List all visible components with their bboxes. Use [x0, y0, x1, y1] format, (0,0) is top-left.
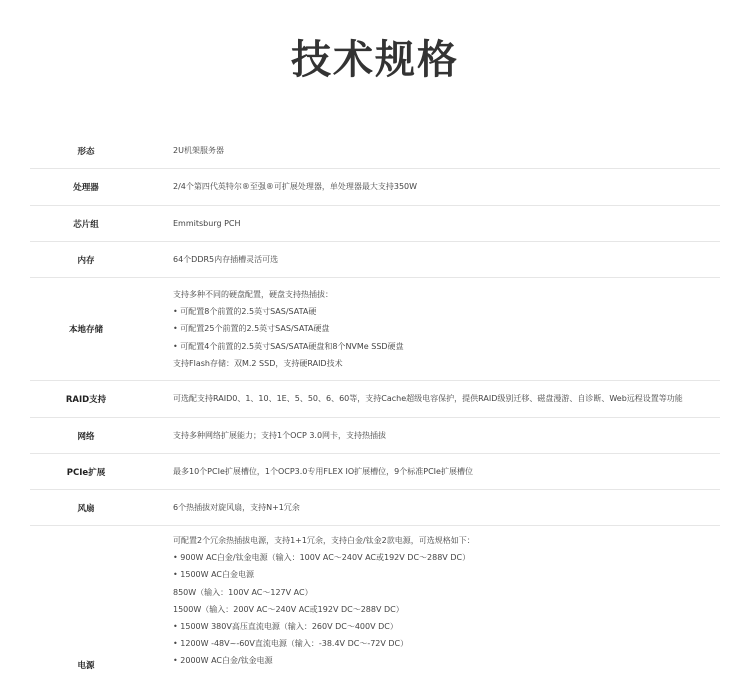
spec-label: RAID支持 [65, 395, 107, 405]
spec-line: 6个热插拔对旋风扇，支持N+1冗余 [173, 502, 300, 512]
spec-line: • 可配置25个前置的2.5英寸SAS/SATA硬盘 [173, 324, 330, 334]
spec-value [140, 242, 720, 277]
spec-table [30, 133, 720, 673]
spec-line: • 可配置4个前置的2.5英寸SAS/SATA硬盘和8个NVMe SSD硬盘 [173, 341, 404, 351]
spec-line: 支持Flash存储：双M.2 SSD，支持硬RAID技术 [173, 358, 343, 368]
spec-value [140, 526, 720, 673]
spec-line: • 1500W 380V高压直流电源（输入：260V DC～400V DC） [173, 622, 398, 632]
spec-value [140, 381, 720, 417]
spec-line: • 可配置8个前置的2.5英寸SAS/SATA硬 [173, 307, 317, 317]
spec-label: 本地存储 [68, 325, 103, 335]
spec-value [140, 418, 720, 453]
spec-line: 可选配支持RAID0、1、10、1E、5、50、6、60等，支持Cache超级电容保护，提供RAID级别迁移、磁盘漫游、自诊断、Web远程设置等功能 [173, 394, 683, 404]
spec-line: • 2000W AC白金/钛金电源 [173, 656, 273, 666]
spec-label: 内存 [77, 255, 95, 266]
spec-row-raid [30, 381, 720, 418]
spec-label: 形态 [77, 146, 95, 157]
spec-value [140, 490, 720, 525]
spec-line: 2U机架服务器 [173, 145, 224, 155]
spec-value [140, 133, 720, 168]
spec-line: 2/4个第四代英特尔®至强®可扩展处理器，单处理器最大支持350W [173, 182, 418, 192]
spec-value [140, 169, 720, 205]
spec-row-power [30, 526, 720, 673]
spec-line: • 1200W -48V~-60V直流电源（输入：-38.4V DC～-72V DC） [173, 639, 409, 649]
spec-row-local-storage [30, 278, 720, 381]
spec-line: 支持多种网络扩展能力；支持1个OCP 3.0网卡，支持热插拔 [173, 430, 387, 440]
spec-label: 电源 [77, 661, 95, 671]
spec-value [140, 278, 720, 380]
spec-line: 64个DDR5内存插槽灵活可选 [173, 254, 279, 264]
page-title: 技术规格 [291, 37, 459, 83]
spec-label: PCIe扩展 [66, 467, 106, 478]
spec-line: 850W（输入：100V AC～127V AC） [173, 587, 313, 597]
spec-line: • 1500W AC白金电源 [173, 570, 254, 580]
spec-row-network [30, 418, 720, 454]
spec-row-pcie [30, 454, 720, 490]
spec-row-processor [30, 169, 720, 206]
spec-row-form-factor [30, 133, 720, 169]
spec-line: 支持多种不同的硬盘配置，硬盘支持热插拔： [173, 289, 333, 299]
spec-line: 可配置2个冗余热插拔电源，支持1+1冗余，支持白金/钛金2款电源，可选规格如下： [173, 536, 475, 545]
spec-label: 处理器 [73, 183, 99, 193]
spec-row-fans [30, 490, 720, 526]
spec-line: 1500W（输入：200V AC～240V AC或192V DC～288V DC） [173, 604, 404, 614]
spec-value [140, 454, 720, 489]
spec-line: • 900W AC白金/钛金电源（输入：100V AC～240V AC或192V DC～288V DC） [173, 553, 471, 563]
spec-line: Emmitsburg PCH [173, 218, 241, 228]
spec-value [140, 206, 720, 241]
spec-row-memory [30, 242, 720, 278]
spec-label: 网络 [77, 431, 95, 442]
spec-line: 最多10个PCIe扩展槽位，1个OCP3.0专用FLEX IO扩展槽位，9个标准PCIe扩展槽位 [173, 466, 473, 476]
spec-label: 风扇 [77, 503, 95, 514]
spec-label: 芯片组 [73, 219, 99, 230]
spec-row-chipset [30, 206, 720, 242]
